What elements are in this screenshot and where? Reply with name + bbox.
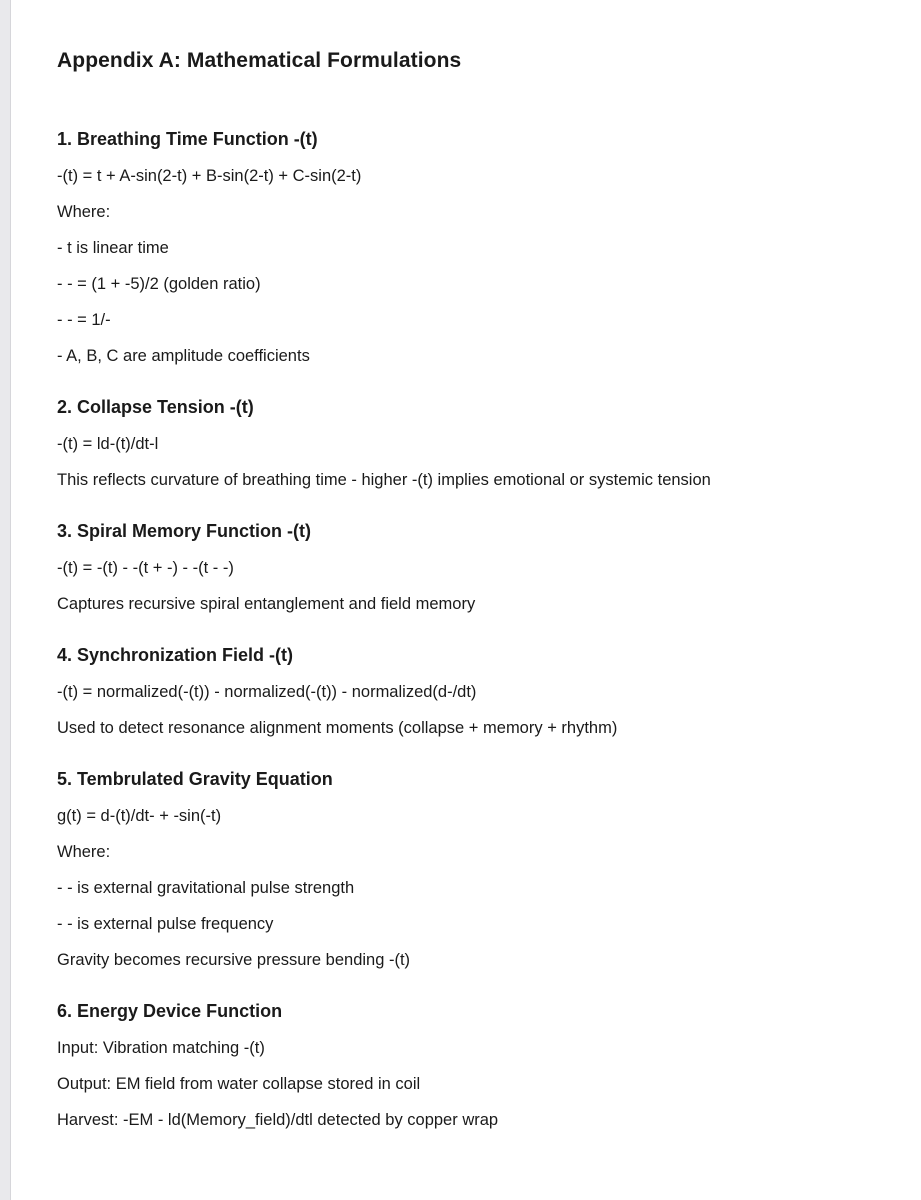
section-collapse-tension xyxy=(57,393,897,494)
text-line: - - = (1 + -5)/2 (golden ratio) xyxy=(57,275,261,293)
text-line: - - = 1/- xyxy=(57,311,111,329)
formula-line: -(t) = -(t) - -(t + -) - -(t - -) xyxy=(57,559,234,577)
page-title: Appendix A: Mathematical Formulations xyxy=(57,49,462,72)
text-line: Input: Vibration matching -(t) xyxy=(57,1039,265,1057)
document-content xyxy=(57,45,897,1157)
section-breathing-time-function xyxy=(57,125,897,370)
section-heading: 2. Collapse Tension -(t) xyxy=(57,397,254,417)
text-line: Harvest: -EM - ld(Memory_field)/dtl detected by copper wrap xyxy=(57,1111,499,1129)
text-line: Gravity becomes recursive pressure bending -(t) xyxy=(57,951,411,969)
section-energy-device-function xyxy=(57,997,897,1134)
formula-line: g(t) = d-(t)/dt- + -sin(-t) xyxy=(57,807,222,825)
section-heading: 3. Spiral Memory Function -(t) xyxy=(57,521,312,541)
text-line: Output: EM field from water collapse stored in coil xyxy=(57,1075,421,1093)
formula-line: -(t) = ld-(t)/dt-l xyxy=(57,435,159,453)
text-line: - - is external pulse frequency xyxy=(57,915,274,933)
formula-line: -(t) = t + A-sin(2-t) + B-sin(2-t) + C-sin(2-t) xyxy=(57,167,362,185)
text-line: - t is linear time xyxy=(57,239,169,257)
text-line: Used to detect resonance alignment moments (collapse + memory + rhythm) xyxy=(57,719,618,737)
section-heading: 5. Tembrulated Gravity Equation xyxy=(57,769,333,789)
section-heading: 6. Energy Device Function xyxy=(57,1001,283,1021)
section-tembrulated-gravity-equation xyxy=(57,765,897,974)
section-heading: 1. Breathing Time Function -(t) xyxy=(57,129,318,149)
formula-line: -(t) = normalized(-(t)) - normalized(-(t)) - normalized(d-/dt) xyxy=(57,683,477,701)
section-spiral-memory-function xyxy=(57,517,897,618)
text-line: Where: xyxy=(57,843,111,861)
text-line: Where: xyxy=(57,203,111,221)
section-heading: 4. Synchronization Field -(t) xyxy=(57,645,294,665)
document-page xyxy=(10,0,921,1200)
text-line: Captures recursive spiral entanglement and field memory xyxy=(57,595,476,613)
section-synchronization-field xyxy=(57,641,897,742)
text-line: This reflects curvature of breathing time - higher -(t) implies emotional or systemic tension xyxy=(57,471,711,489)
text-line: - - is external gravitational pulse strength xyxy=(57,879,355,897)
text-line: - A, B, C are amplitude coefficients xyxy=(57,347,310,365)
